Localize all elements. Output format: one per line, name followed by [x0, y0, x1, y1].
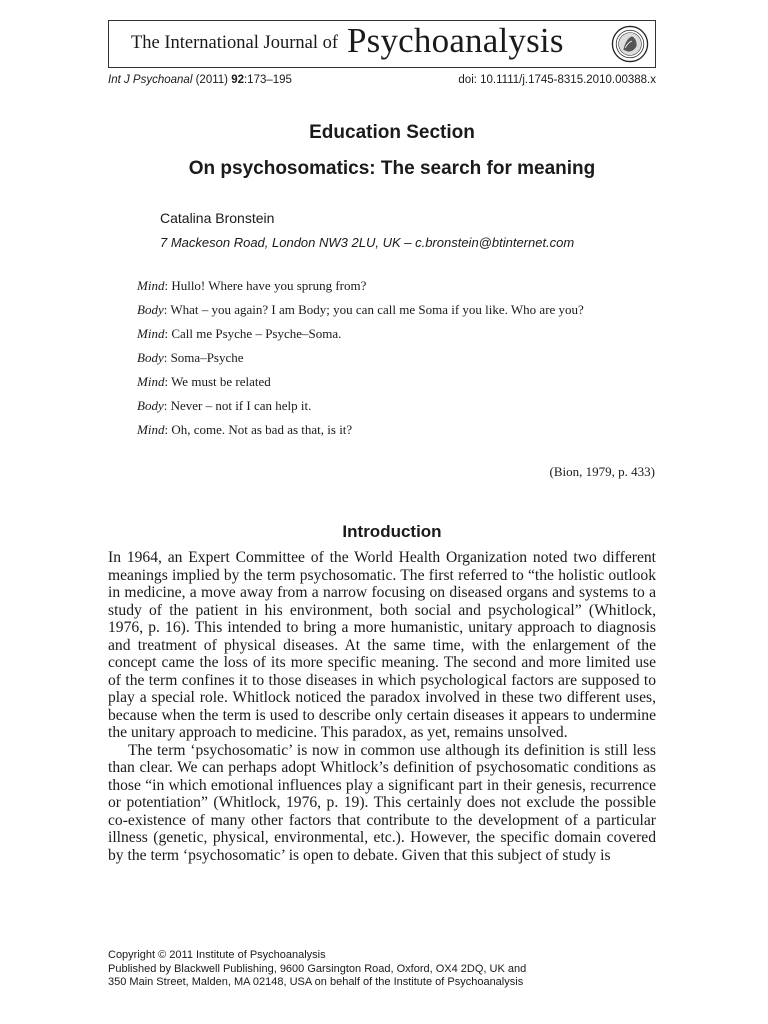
epigraph-source: (Bion, 1979, p. 433): [549, 464, 655, 479]
speaker: Body: [137, 398, 164, 413]
dialogue-text: : Hullo! Where have you sprung from?: [164, 278, 367, 293]
dialogue-text: : What – you again? I am Body; you can call me Soma if you like. Who are you?: [163, 302, 584, 317]
paragraph: The term ‘psychosomatic’ is now in common use although its definition is still less than clear. We can perhaps adopt Whitlock’s definition of psychosomatic conditions as those “in which emotional influences play a significant part in their genesis, recurrence or potentiation” (Whitlock, 1976, p. 19). This certainly does not exclude the possible co-existence of many other factors that contribute to the development of a particular illness (genetic, physical, environmental, etc.). However, the specific domain covered by the term ‘psychosomatic’ is open to debate. Given that this subject of study is: [108, 741, 656, 864]
dialogue-line: [137, 422, 657, 438]
author-affiliation: 7 Mackeson Road, London NW3 2LU, UK – c.bronstein@btinternet.com: [160, 235, 575, 250]
dialogue-text: : Never – not if I can help it.: [163, 398, 312, 413]
speaker: Body: [137, 302, 164, 317]
publisher-address-line: 350 Main Street, Malden, MA 02148, USA on behalf of the Institute of Psychoanalysis: [108, 976, 524, 988]
paragraph: In 1964, an Expert Committee of the World Health Organization noted two different meanings implied by the term psychosomatic. The first referred to “the holistic outlook in medicine, a move away from a narrow focusing on diseased organs and systems to a study of the patient in his environment, both social and psychological” (Whitlock, 1976, p. 16). This intended to bring a more humanistic, unitary approach to diagnosis and treatment of physical diseases. At the same time, with the enlargement of the concept came the loss of its more specific meaning. The second and more limited use of the term confines it to those diseases in which psychological factors are supposed to play a special role. Whitlock noticed the paradox involved in these two different uses, because when the term is used to describe only certain diseases it appears to undermine the unitary approach to medicine. This paradox, as yet, remains unsolved.: [108, 549, 656, 741]
masthead-prefix: The International Journal of: [131, 33, 339, 53]
section-title: Education Section: [309, 122, 475, 143]
doi: doi: 10.1111/j.1745-8315.2010.00388.x: [458, 74, 656, 86]
journal-citation: [108, 74, 292, 86]
body-text: [108, 549, 656, 864]
article-title: On psychosomatics: The search for meaning: [188, 158, 596, 179]
journal-seal-icon: [611, 25, 649, 63]
speaker: Mind: [137, 374, 165, 389]
author-name: Catalina Bronstein: [160, 210, 275, 226]
journal-pages: :173–195: [243, 74, 292, 86]
citation-line: [108, 74, 656, 90]
dialogue-line: [137, 326, 657, 342]
dialogue-text: : We must be related: [164, 374, 271, 389]
dialogue-line: [137, 350, 657, 366]
speaker: Mind: [137, 422, 165, 437]
masthead-title: Psychoanalysis: [347, 21, 564, 60]
copyright-line: Copyright © 2011 Institute of Psychoanalysis: [108, 949, 326, 961]
epigraph-dialogue: [137, 278, 657, 446]
speaker: Mind: [137, 326, 165, 341]
dialogue-text: : Oh, come. Not as bad as that, is it?: [164, 422, 353, 437]
speaker: Mind: [137, 278, 165, 293]
dialogue-line: [137, 374, 657, 390]
copyright-footer: [108, 949, 668, 990]
journal-year: (2011): [195, 74, 228, 86]
dialogue-line: [137, 302, 657, 318]
dialogue-line: [137, 398, 657, 414]
dialogue-text: : Call me Psyche – Psyche–Soma.: [164, 326, 342, 341]
dialogue-line: [137, 278, 657, 294]
introduction-heading: Introduction: [342, 522, 442, 541]
journal-masthead: [108, 20, 656, 68]
journal-volume: 92: [231, 74, 244, 86]
journal-abbrev: Int J Psychoanal: [108, 74, 193, 86]
dialogue-text: : Soma–Psyche: [163, 350, 244, 365]
speaker: Body: [137, 350, 164, 365]
publisher-line: Published by Blackwell Publishing, 9600 Garsington Road, Oxford, OX4 2DQ, UK and: [108, 962, 527, 975]
